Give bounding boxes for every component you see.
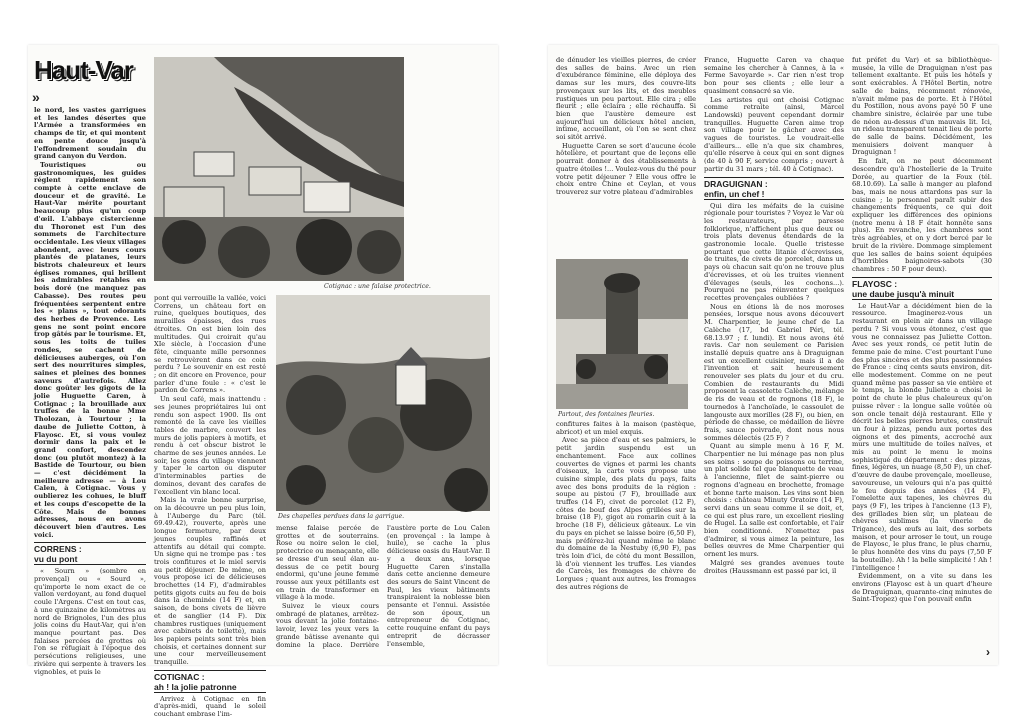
correns-paragraph-3: Un seul café, mais inattendu : ses jeunes propriétaires lui ont rendu son aspect 1900. Ils ont remonté de la cave les vieilles tables de marbre, couvert les murs de jolis papiers à motifs, et rendu à cet obscur bistrot le charme de ses jeunes années. Le soir, les gens du village viennent y taper le carton ou disputer d'interminables parties de dominos, devant des carafes de l'excellent vin blanc local. <box>154 395 266 496</box>
fountain-photo <box>556 259 688 409</box>
correns-subheading: vu du pont <box>34 554 146 565</box>
left-column-3 <box>276 525 490 657</box>
draguignan-paragraph-2: Nous en étions là de nos moroses pensées, lorsque nous avons découvert M. Charpentier, le jeune chef de La Calèche (17, bd Gabriel Péri, tél. 68.13.97 ; f. lundi). Et nous avons été ravis. Car non seulement ce Parisien installé depuis quatre ans à Draguignan est un excellent cuisinier, mais il a de l'invention et sait heureusement renouveler ses plats du jour et du cru. Combien de restaurants du Midi proposent la cassolette Calèche, mélange de ris de veau et de rognons (18 F), le tournedos à l'anchoïade, le cassoulet de langouste aux morilles (28 F), ou bien, en période de chasse, ce médaillon de lièvre frais, sauce poivrade, dont nous nous sommes délectés (25 F) ? <box>704 302 844 442</box>
draguignan-subheading: enfin, un chef ! <box>704 189 844 200</box>
left-column-2 <box>154 294 266 719</box>
arrow-icon: » <box>32 89 40 105</box>
draguignan-heading: DRAGUIGNAN : <box>704 177 844 189</box>
cotignac-paragraph-3: Suivez le vieux cours ombragé de platanes, arrêtez-vous devant la jolie fontaine-lavoir, levez les yeux vers la grande bâtisse avenante qui domine la place. Derrière l'austère porte de Lou Calen (en provençal : la lampe à huile), se cache la plus délicieuse oasis du Haut-Var. Il y a deux ans, lorsque Huguette Caren s'installa dans cette ancienne demeure des sœurs de Saint Vincent de Paul, les vieux bâtiments transpiraient la noblesse bien pensante et l'ennui. Assistée de son époux, un entrepreneur de Cotignac, cette rouquine enfant du pays entreprit de décrasser l'ensemble, <box>276 524 490 649</box>
flayosc-subheading: une daube jusqu'à minuit <box>852 289 992 300</box>
correns-paragraph-4: Mais la vraie bonne surprise, on la découvre un peu plus loin, à l'Auberge du Parc (tél. 69.49.42), rouverte, après une longue fermeture, par deux jeunes couples raffinés et attentifs au détail qui compte. Un signe qui ne trompe pas : tes trois confitures et le miel servis au petit déjeuner. De même, on vous propose ici de délicieuses brochettes (14 F), d'admirables petits gigots cuits au feu de bois dans la cheminée (14 F) et, en saison, de bons civets de lièvre et de sanglier (14 F). Dix chambres rustiques (uniquement avec cabinets de toilette), mais les papiers peints sont très bien choisis, et certaines donnent sur une cour merveilleusement tranquille. <box>154 496 266 667</box>
chapels-photo <box>276 295 490 511</box>
fountain-photo-caption: Partout, des fontaines fleuries. <box>558 411 655 418</box>
draguignan-paragraph-4: Malgré ses grandes avenues toute droites (Haussmann est passé par ici, il <box>704 558 844 575</box>
article-title: Haut-Var <box>34 55 133 85</box>
correns-paragraph-2: pont qui verrouille la vallée, voici Correns, un château fort en ruine, quelques boutiques, des murailles épaisses, des rues étroites. On est bien loin des multitudes. Qui croirait qu'au XIe siècle, à l'occasion d'une fête, cinquante mille personnes se retrouvèrent dans ce coin perdu ? Le souvenir en est resté ; on dit encore en Provence, pour parler d'une foule : « c'est le pardon de Correns ». <box>154 294 266 395</box>
flayosc-paragraph-1: Le Haut-Var a décidément bien de la ressource. Imaginerez-vous un restaurant en plein air dans un village perdu ? Si vous vous étonnez, c'est que vous ne connaissez pas Juliette Cotton. Avec ses yeux ronds, ce petit lutin de femme paie de mine. C'est pourtant l'une des plus sincères et des plus passionnées de France : cinq cents sauts environ, dit-elle modestement. Comme on ne peut quand même pas passer sa vie entière et le temps, la blonde Juliette a choisi le point de chute le plus chaleureux qu'on puisse rêver : la longue salle voûtée où son oncle tenait déjà restaurant. Elle y décrit les belles pierres brutes, construit un four à pizzas, pendu aux portes des oignons et des piments, accroché aux murs une multitude de toiles naïves, et mis au point le menu le moins sophistiqué du département : des pizzas, fines, légères, un nuage (8,50 F), un chef-d'œuvre de daube provençale, moelleuse, savoureuse, un velours qui n'a pas quitté le feu depuis des années (14 F), l'omelette aux tapenes, les chèvres du pays (9 F), les tripes à l'ancienne (13 F), des grillades bien sûr, un plateau de chèvres sublimes (la vinerie de Trigance), des œufs au lait, des sorbets maison, et pour arroser le tout, un rouge de Flayosc, le plus franc, le plus charnu, le plus honnête des vins du pays (7,50 F la bouteille). Ah ! la belle simplicité ! Ah ! l'intelligence ! <box>852 301 992 572</box>
cotignac-paragraph-8: France, Huguette Caren va chaque semaine les chercher à Cannes, à la « Ferme Savoyarde ». Car rien n'est trop bon pour ses clients ; elle leur a quasiment consacré sa vie. <box>704 56 844 95</box>
right-page <box>548 45 998 665</box>
flayosc-heading: FLAYOSC : <box>852 277 992 289</box>
cotignac-subheading: ah ! la jolie patronne <box>154 682 266 693</box>
correns-paragraph: « Sourn » (sombre en provençal) ou « Sourd », qu'importe le nom exact de ce vallon verdoyant, au fond duquel coule l'Argens. C'est en tout cas, à une quinzaine de kilomètres au nord de Brignoles, l'un des plus jolis coins du Haut-Var, qui n'en manque pourtant pas. Des falaises percées de grottes où l'on se réfugiait à l'époque des persécutions religieuses, une rivière qui serpente à travers les vignobles, et puis le <box>34 567 146 676</box>
flayosc-paragraph-2: Évidemment, on a vite su dans les environs (Flayosc est à un quart d'heure de Draguignan, quarante-cinq minutes de Saint-Tropez) que l'on pouvait enfin <box>852 572 992 604</box>
cotignac-paragraph-4: de dénuder les vieilles pierres, de créer des salles de bains. Avec un rien d'exubérance féminine, elle déploya des damas sur les murs, des couvre-lits provençaux sur les lits, et des meubles rustiques un peu partout. Elle cira ; elle fleurit ; elle éclaira ; elle réchauffa. Si bien que l'austère demeure est aujourd'hui un délicieux hôtel ancien, intime, accueillant, où l'on se sent chez soi sitôt arrivé. <box>556 56 696 142</box>
cotignac-photo <box>154 57 404 281</box>
draguignan-paragraph-3: Quant au simple menu à 16 F, M. Charpentier ne lui ménage pas non plus ses soins : soupe de poissons ou terrine, un plat solide tel que blanquette de veau à l'ancienne, filet de saint-pierre ou rognons d'agneau en brochette, fromage et bonne tarte maison. Les vins sont bien choisis : château Minuty Oratoire (14 F), servi dans un seau comme il se doit, et, ce qui est plus rare, un excellent riesling de Hugel. La salle est confortable, et l'air bien conditionné. N'omettez pas d'admirer, si vous aimez la peinture, les belles œuvres de Mme Charpentier qui ornent les murs. <box>704 442 844 559</box>
cotignac-paragraph-6: confitures faites à la maison (pastèque, abricot) et un miel exquis. <box>556 420 696 436</box>
cotignac-paragraph-1: Arrivez à Cotignac en fin d'après-midi, quand le soleil couchant embrase l'im- <box>154 694 266 719</box>
draguignan-paragraph-1: Qui dira les méfaits de la cuisine régionale pour touristes ? Voyez le Var où les restaurateurs, par paresse folklorique, n'affichent plus que deux ou trois plats devenus étendards de la gastronomie locale. Quelle tristesse pourtant que cette litanie d'écrevisses, de truites, de civets de porcelet, dans un pays où chacun sait qu'on ne trouve plus d'écrevisses, et où les truites viennent d'élevages (seuls, les cochons...). Pourquoi ne pas réinventer quelques recettes provençales oubliées ? <box>704 201 844 302</box>
correns-heading: CORRENS : <box>34 542 146 554</box>
cotignac-paragraph-5: Huguette Caren se sort d'aucune école hôtelière, et pourtant que de leçons elle pourrait donner à des établissements à quatre étoiles !... Voulez-vous du thé pour votre petit déjeuner ? Elle vous offre le choix entre Chine et Ceylan, et vous trouverez sur votre plateau d'admirables <box>556 141 696 196</box>
intro-paragraph-1: le nord, les vastes garrigues et les landes désertes que l'Armée a transformées en champs de tir, et qui montent en pente douce jusqu'à l'effondrement soudain du grand canyon du Verdon. <box>34 106 146 161</box>
cotignac-photo-caption: Cotignac : une falaise protectrice. <box>324 283 431 290</box>
cotignac-paragraph-9: Les artistes qui ont choisi Cotignac comme retraite (ainsi, Marcel Landowski) peuvent cependant dormir tranquilles. Huguette Caren aime trop son village pour le gâcher avec des vagues de touristes. Le voudrait-elle d'ailleurs... elle n'a que six chambres, qu'elle réserve à ceux qui en sont dignes (de 40 à 90 F, service compris ; ouvert à partir du 31 mars ; tél. 40 à Cotignac). <box>704 95 844 173</box>
left-column-1 <box>34 106 146 676</box>
chapels-photo-caption: Des chapelles perdues dans la garrigue. <box>278 513 405 520</box>
intro-paragraph-2: Touristiques ou gastronomiques, les guides réglent rapidement son compte à cette enclave de douceur et de gravité. Le Haut-Var mérite pourtant beaucoup plus qu'un coup d'œil. L'abbaye cistercienne du Thoronet est l'un des sommets de l'architecture occidentale. Les vieux villages abondent, avec leurs cours plantés de platanes, leurs bistrots chaleureux et leurs églises romanes, qui brillent les admirables retables en bois doré (ne manquez pas Cabasse). Des routes peu fréquentées serpentent entre les « plans », tout odorants des herbes de Provence. Les gens ne sont point encore trop gâtés par le tourisme. Et, sous les toits de tuiles rondes, se cachent de délicieuses auberges, où l'on sert des nourritures simples, saines et pleines des bonnes saveurs d'autrefois. Allez donc goûter les gigots de la jolie Huguette Caren, à Cotignac ; la brouillade aux truffes de la bonne Mme Tholozan, à Tourtour ; la daube de Juliette Cotton, à Flayosc. Et, si vous voulez dormir dans la paix et le grand confort, descendez donc (ou plutôt montez) à la Bastide de Tourtour, ou bien — c'est décidément la meilleure adresse — à Lou Calen, à Cotignac. Vous y oublierez les cohues, le bluff et les coups d'escopette de la Côte. Mais de bonnes adresses, nous en avons découvert bien d'autres. Les voici. <box>34 160 146 539</box>
right-column-1-bottom <box>556 421 696 657</box>
cotignac-paragraph-2: mense falaise percée de grottes et de souterrains. Rose ou noire selon le ciel, protectrice ou menaçante, elle se dresse d'un seul élan au-dessus de ce petit bourg endormi, qu'une jeune femme rousse aux yeux pétillants est en train de transformer en village à la mode. <box>276 524 379 602</box>
right-column-1-top <box>556 57 696 257</box>
draguignan-paragraph-5: fut préfet du Var) et sa bibliothèque-musée, la ville de Draguignan n'est pas tellement exaltante. Et puis les hôtels y sont exécrables. À l'Hôtel Bertin, notre salle de bains, récemment rénovée, n'avait même pas de porte. Et à l'Hôtel du Postillon, nous avons payé 50 F une chambre sinistre, éclairée par une tube de néon au-dessus d'un mauvais lit. Ici, un rideau transparent tenait lieu de porte de salle de bains. Décidément, les menuisiers doivent manquer à Draguignan ! <box>852 56 992 157</box>
cotignac-heading: COTIGNAC : <box>154 670 266 682</box>
right-column-3 <box>852 57 992 657</box>
draguignan-paragraph-6: En fait, on ne peut décemment descendre qu'à l'hostellerie de la Truite Dorée, au quartier de la Foux (tél. 68.10.69). La salle à manger au plafond bas, mais ne nous attardons pas sur la cuisine ; le personnel paraît subir des changements fréquents, ce qui doit expliquer les différences des opinions (notre menu à 18 F était honnête sans plus). En revanche, les chambres sont très agréables, et on y dort bercé par le bruit de la rivière. Dommage simplement que les salles de bains soient équipées d'horribles baignoires-sabots (30 chambres : 50 F pour deux). <box>852 157 992 273</box>
continue-arrow-icon: › <box>986 645 990 659</box>
left-page <box>28 45 498 719</box>
cotignac-paragraph-7: Avec sa pièce d'eau et ses palmiers, le petit jardin suspendu est un enchantement. Face aux collines couvertes de vignes et parmi les chants d'oiseaux, la carte vous propose une cuisine simple, des plats du pays, faits avec des bons produits de la région : soupe au pistou (7 F), brouillade aux truffes (14 F), civet de porcelet (12 F), côtes de bouf des Alpes grillées sur la braise (18 F), gigot au romarin cuit à la broche (18 F), délicieux gâteaux. Le vin du pays en pichet se laisse boire (6,50 F), mais préférez-lui quand même le blanc du domaine de la Nestuby (6,90 F), pas très loin d'ici, de côté du mont Bessillon, là d'où viennent les truffes. Les viandes de Carcès, les fromages de chèvre de Lorgues ; quant aux autres, les fromages des autres régions de <box>556 436 696 591</box>
right-column-2 <box>704 57 844 657</box>
